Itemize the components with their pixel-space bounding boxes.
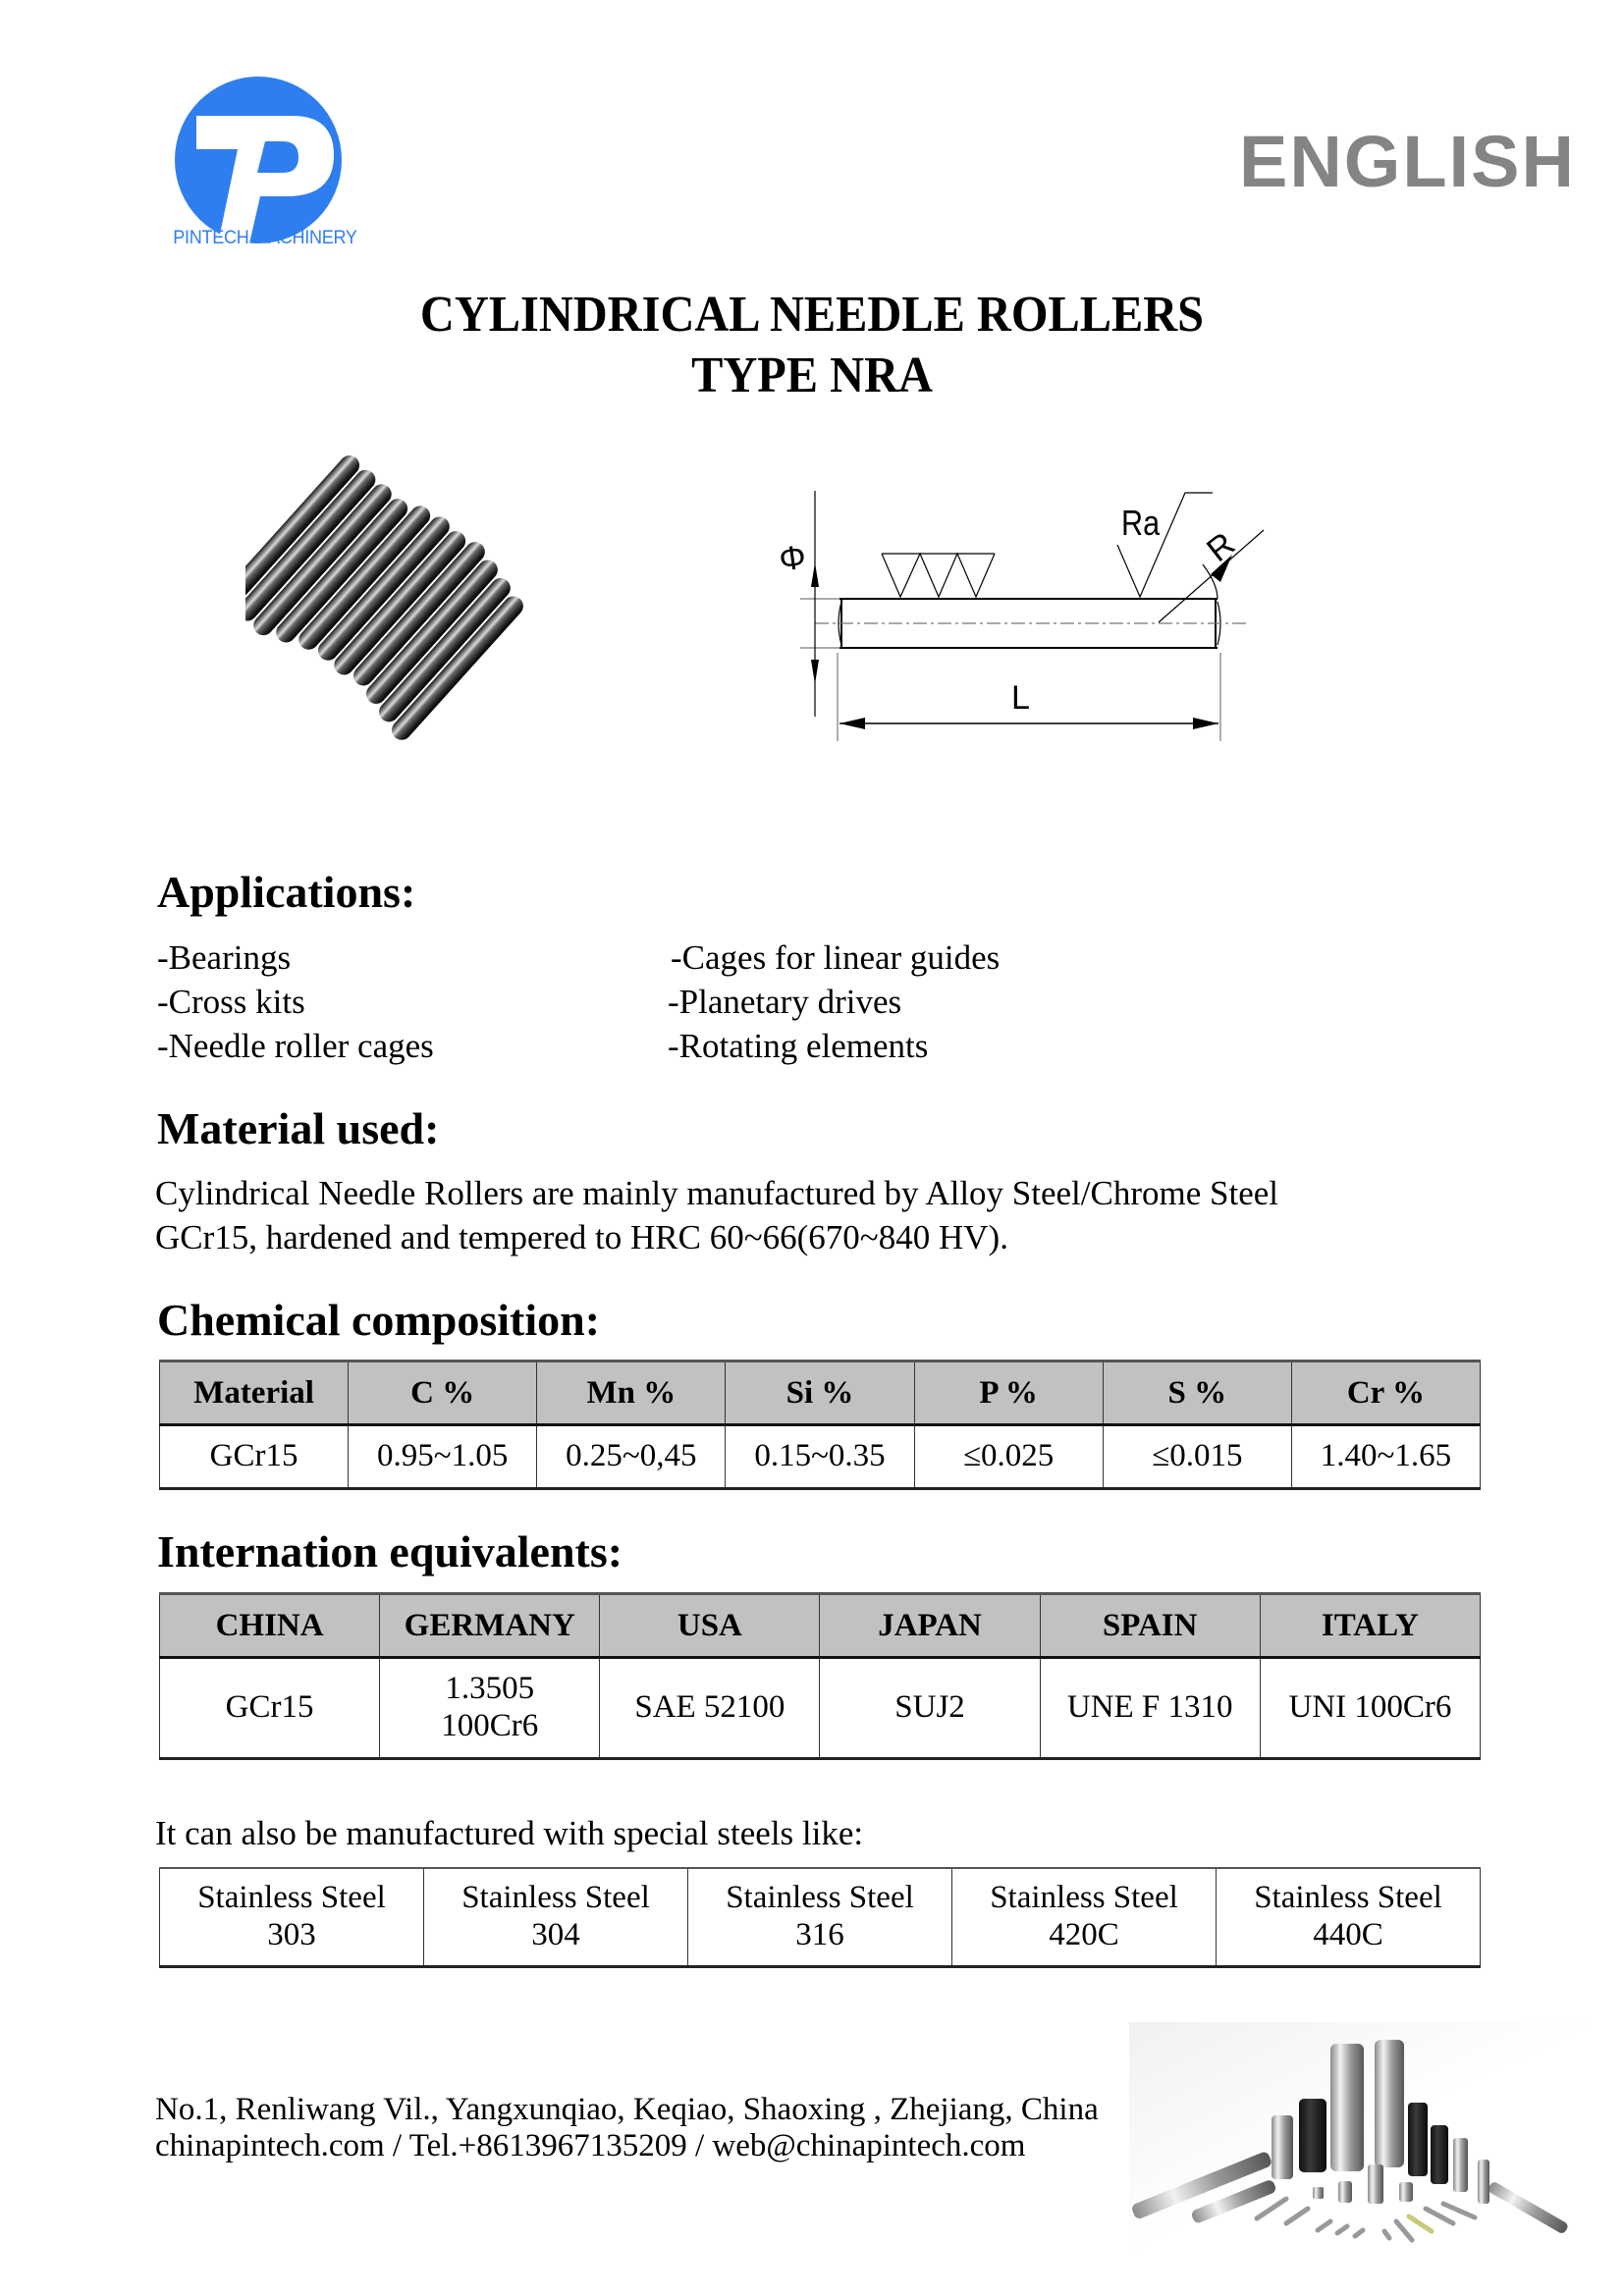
steel-grade: 316 xyxy=(795,1916,844,1952)
column-header: GERMANY xyxy=(380,1594,600,1658)
column-header: SPAIN xyxy=(1040,1594,1260,1658)
application-item: -Bearings xyxy=(157,938,292,977)
steel-grade: 303 xyxy=(267,1916,316,1952)
chemical-heading: Chemical composition: xyxy=(157,1295,601,1345)
arrow-right-icon xyxy=(1193,718,1218,729)
column-header: Mn % xyxy=(537,1362,726,1425)
steel-name: Stainless Steel xyxy=(461,1879,650,1915)
radius-label: R xyxy=(1200,524,1242,569)
table-cell: SAE 52100 xyxy=(600,1658,820,1759)
table-cell xyxy=(160,1868,424,1966)
application-item: -Cages for linear guides xyxy=(671,938,1001,977)
application-item: -Planetary drives xyxy=(668,983,902,1021)
table-cell xyxy=(380,1658,600,1759)
application-item: -Cross kits xyxy=(157,983,305,1021)
table-cell xyxy=(688,1868,952,1966)
column-header: Material xyxy=(160,1362,349,1425)
steel-grade: 420C xyxy=(1049,1916,1119,1952)
material-heading: Material used: xyxy=(157,1103,440,1153)
table-cell xyxy=(952,1868,1217,1966)
special-steels-intro: It can also be manufactured with special steels like: xyxy=(155,1814,864,1852)
logo-text: PINTECH MACHINERY xyxy=(173,228,357,248)
table-cell: 0.15~0.35 xyxy=(726,1425,914,1489)
table-cell: GCr15 xyxy=(160,1658,380,1759)
equivalents-heading: Internation equivalents: xyxy=(157,1526,623,1576)
table-row xyxy=(160,1658,1481,1759)
length-label: L xyxy=(1011,679,1030,717)
table-row xyxy=(160,1425,1481,1489)
steel-name: Stainless Steel xyxy=(990,1879,1178,1915)
table-cell: UNE F 1310 xyxy=(1040,1658,1260,1759)
column-header: S % xyxy=(1103,1362,1291,1425)
needle-rollers-image xyxy=(245,452,530,746)
pins-product-image xyxy=(1129,2022,1600,2287)
column-header: P % xyxy=(914,1362,1103,1425)
steel-name: Stainless Steel xyxy=(726,1879,914,1915)
arrow-down-icon xyxy=(811,562,819,587)
table-cell xyxy=(424,1868,688,1966)
footer-contact: chinapintech.com / Tel.+8613967135209 / web@chinapintech.com xyxy=(155,2128,1026,2163)
table-cell: ≤0.015 xyxy=(1103,1425,1291,1489)
special-steels-table xyxy=(159,1867,1481,1968)
title-line-2: TYPE NRA xyxy=(691,347,933,403)
column-header: Si % xyxy=(726,1362,914,1425)
roughness-label: Ra xyxy=(1121,504,1161,544)
page-title xyxy=(0,285,1624,406)
chemical-composition-table xyxy=(159,1360,1481,1490)
table-row xyxy=(160,1868,1481,1966)
title-line-1: CYLINDRICAL NEEDLE ROLLERS xyxy=(419,287,1205,343)
column-header: USA xyxy=(600,1594,820,1658)
technical-drawing xyxy=(771,476,1438,761)
applications-heading: Applications: xyxy=(157,867,416,917)
germany-line-1: 1.3505 xyxy=(445,1671,535,1707)
footer-address: No.1, Renliwang Vil., Yangxunqiao, Keqiao, Shaoxing , Zhejiang, China xyxy=(155,2092,1099,2127)
table-cell: 1.40~1.65 xyxy=(1291,1425,1480,1489)
steel-grade: 304 xyxy=(531,1916,580,1952)
table-cell: ≤0.025 xyxy=(914,1425,1103,1489)
application-item: -Rotating elements xyxy=(668,1027,929,1065)
steel-name: Stainless Steel xyxy=(1254,1879,1442,1915)
diameter-symbol: Φ xyxy=(777,538,809,579)
steel-grade: 440C xyxy=(1313,1916,1383,1952)
table-cell: GCr15 xyxy=(160,1425,349,1489)
arrow-left-icon xyxy=(839,718,865,729)
material-text-line-1: Cylindrical Needle Rollers are mainly manufactured by Alloy Steel/Chrome Steel xyxy=(155,1174,1278,1212)
steel-name: Stainless Steel xyxy=(197,1879,386,1915)
column-header: ITALY xyxy=(1260,1594,1480,1658)
application-item: -Needle roller cages xyxy=(157,1027,434,1065)
language-label[interactable]: ENGLISH xyxy=(1239,121,1576,202)
equivalents-table xyxy=(159,1592,1481,1760)
table-cell: 0.25~0,45 xyxy=(537,1425,726,1489)
table-cell: SUJ2 xyxy=(820,1658,1040,1759)
table-cell: 0.95~1.05 xyxy=(349,1425,537,1489)
table-cell xyxy=(1217,1868,1481,1966)
column-header: Cr % xyxy=(1291,1362,1480,1425)
material-text-line-2: GCr15, hardened and tempered to HRC 60~66(670~840 HV). xyxy=(155,1218,1008,1256)
arrow-up-icon xyxy=(811,660,819,684)
table-cell: UNI 100Cr6 xyxy=(1260,1658,1480,1759)
column-header: CHINA xyxy=(160,1594,380,1658)
germany-line-2: 100Cr6 xyxy=(441,1708,539,1743)
column-header: C % xyxy=(349,1362,537,1425)
column-header: JAPAN xyxy=(820,1594,1040,1658)
